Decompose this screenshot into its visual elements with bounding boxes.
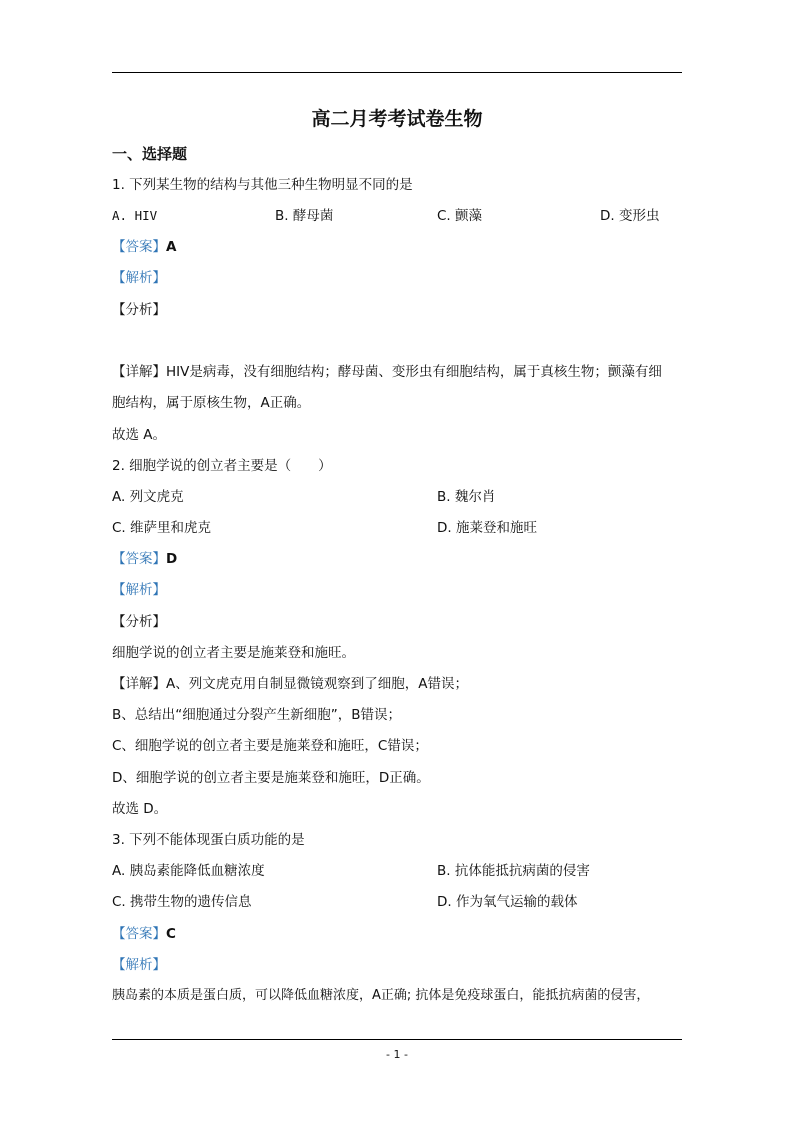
answer-value: A bbox=[166, 239, 177, 255]
q1-fenxi-tag: 【分析】 bbox=[112, 302, 166, 318]
q3-detail: 胰岛素的本质是蛋白质，可以降低血糖浓度，A正确; 抗体是免疫球蛋白，能抵抗病菌的侵害， bbox=[112, 988, 650, 1003]
q2-fenxi-tag: 【分析】 bbox=[112, 614, 166, 630]
header-rule bbox=[112, 72, 682, 73]
q1-option-c: C. 颤藻 bbox=[437, 208, 483, 224]
answer-tag: 【答案】 bbox=[112, 239, 166, 255]
detail-text: A、列文虎克用自制显微镜观察到了细胞，A错误； bbox=[166, 676, 468, 692]
q3-option-c: C. 携带生物的遗传信息 bbox=[112, 894, 252, 910]
q2-stem: 2. 细胞学说的创立者主要是（ ） bbox=[112, 458, 332, 474]
q2-detail-b: B、总结出“细胞通过分裂产生新细胞”，B错误； bbox=[112, 707, 402, 723]
q3-option-a: A. 胰岛素能降低血糖浓度 bbox=[112, 863, 265, 879]
q2-detail-d: D、细胞学说的创立者主要是施莱登和施旺，D正确。 bbox=[112, 770, 430, 786]
q1-option-d: D. 变形虫 bbox=[600, 208, 660, 224]
q1-analysis-tag: 【解析】 bbox=[112, 270, 166, 286]
q2-option-b: B. 魏尔肖 bbox=[437, 489, 496, 505]
detail-tag: 【详解】 bbox=[112, 676, 166, 692]
q1-detail bbox=[112, 362, 662, 382]
detail-tag: 【详解】 bbox=[112, 364, 166, 380]
q2-option-a: A. 列文虎克 bbox=[112, 489, 184, 505]
q2-fenxi-text: 细胞学说的创立者主要是施莱登和施旺。 bbox=[112, 645, 355, 661]
section-heading: 一、选择题 bbox=[112, 145, 188, 163]
q1-option-b: B. 酵母菌 bbox=[275, 208, 334, 224]
q1-answer bbox=[112, 237, 176, 257]
q1-detail-cont: 胞结构，属于原核生物，A正确。 bbox=[112, 395, 311, 411]
q2-option-c: C. 维萨里和虎克 bbox=[112, 520, 212, 536]
q3-option-b: B. 抗体能抵抗病菌的侵害 bbox=[437, 863, 590, 879]
q1-choose: 故选 A。 bbox=[112, 427, 167, 443]
q2-analysis-tag: 【解析】 bbox=[112, 582, 166, 598]
detail-text: HIV是病毒，没有细胞结构；酵母菌、变形虫有细胞结构，属于真核生物；颤藻有细 bbox=[166, 364, 662, 380]
q2-option-d: D. 施莱登和施旺 bbox=[437, 520, 537, 536]
answer-value: C bbox=[166, 926, 176, 942]
q3-analysis-tag: 【解析】 bbox=[112, 957, 166, 973]
answer-tag: 【答案】 bbox=[112, 551, 166, 567]
q2-choose: 故选 D。 bbox=[112, 801, 168, 817]
q1-option-a: A. HIV bbox=[112, 208, 158, 223]
q3-answer bbox=[112, 924, 176, 944]
q2-answer bbox=[112, 549, 177, 569]
page-title: 高二月考考试卷生物 bbox=[311, 108, 483, 130]
q2-detail-c: C、细胞学说的创立者主要是施莱登和施旺，C错误； bbox=[112, 738, 428, 754]
answer-tag: 【答案】 bbox=[112, 926, 166, 942]
page-number: - 1 - bbox=[386, 1048, 408, 1061]
q3-stem: 3. 下列不能体现蛋白质功能的是 bbox=[112, 832, 305, 848]
q1-stem: 1. 下列某生物的结构与其他三种生物明显不同的是 bbox=[112, 177, 413, 193]
answer-value: D bbox=[166, 551, 178, 567]
footer-rule bbox=[112, 1039, 682, 1040]
q3-option-d: D. 作为氧气运输的载体 bbox=[437, 894, 578, 910]
q2-detail bbox=[112, 674, 468, 694]
